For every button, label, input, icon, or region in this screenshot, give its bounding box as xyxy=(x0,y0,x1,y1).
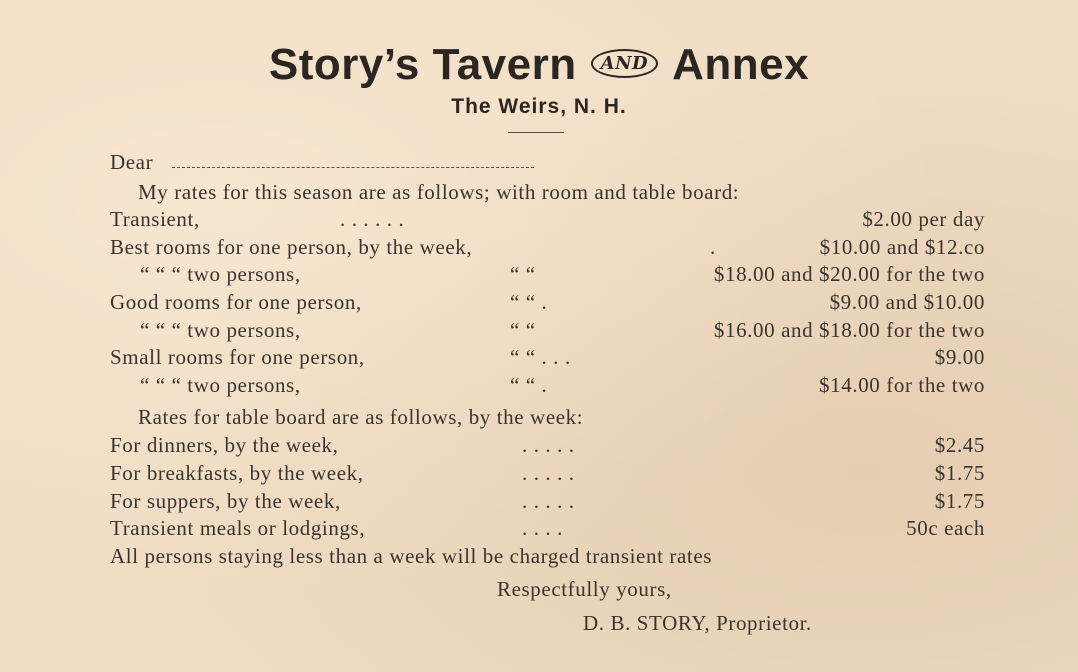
rate-leader: “ “ xyxy=(510,318,536,342)
title-right: Annex xyxy=(672,40,810,89)
rate-label: Small rooms for one person, xyxy=(110,345,365,369)
board-leader: . . . . . xyxy=(522,433,575,457)
board-price: 50c each xyxy=(906,516,985,540)
board-price: $1.75 xyxy=(934,489,985,513)
rate-label: “ “ “ two persons, xyxy=(140,318,301,342)
rate-label: Good rooms for one person, xyxy=(110,290,362,314)
rate-leader: . . . . . . xyxy=(340,207,405,231)
board-price: $1.75 xyxy=(934,461,985,485)
board-price: $2.45 xyxy=(934,433,985,457)
rates-intro: My rates for this season are as follows; with room and table board: xyxy=(138,180,740,204)
rate-leader: “ “ . . . xyxy=(510,345,571,369)
rate-price: $16.00 and $18.00 for the two xyxy=(713,318,985,342)
rate-price: $9.00 and $10.00 xyxy=(829,290,985,314)
salutation: Dear xyxy=(110,150,154,174)
title-rule xyxy=(508,132,564,133)
location-subtitle: The Weirs, N. H. xyxy=(451,95,627,118)
board-intro: Rates for table board are as follows, by the week: xyxy=(138,405,584,429)
board-label: For suppers, by the week, xyxy=(110,489,341,513)
board-leader: . . . . . xyxy=(522,489,575,513)
rate-price: $14.00 for the two xyxy=(819,373,985,397)
closing: Respectfully yours, xyxy=(497,577,672,601)
salutation-blank-line xyxy=(172,167,534,168)
rate-leader: “ “ . xyxy=(510,373,548,397)
signature: D. B. STORY, Proprietor. xyxy=(583,611,812,635)
rate-label: Transient, xyxy=(110,207,200,231)
board-label: Transient meals or lodgings, xyxy=(110,516,366,540)
rate-price: $18.00 and $20.00 for the two xyxy=(713,262,985,286)
rate-leader: . xyxy=(710,235,716,259)
rate-leader: “ “ . xyxy=(510,290,548,314)
transient-footnote: All persons staying less than a week will be charged transient rates xyxy=(110,544,713,568)
board-label: For breakfasts, by the week, xyxy=(110,461,364,485)
rate-label: “ “ “ two persons, xyxy=(140,373,301,397)
card-title xyxy=(0,40,1078,90)
rate-price: $2.00 per day xyxy=(862,207,985,231)
rate-price: $10.00 and $12.co xyxy=(819,235,985,259)
title-left: Story’s Tavern xyxy=(268,40,577,89)
and-seal: AND xyxy=(591,49,659,78)
rate-price: $9.00 xyxy=(934,345,985,369)
rate-leader: “ “ xyxy=(510,262,536,286)
rate-label: Best rooms for one person, by the week, xyxy=(110,235,473,259)
board-label: For dinners, by the week, xyxy=(110,433,339,457)
rate-label: “ “ “ two persons, xyxy=(140,262,301,286)
board-leader: . . . . . xyxy=(522,461,575,485)
board-leader: . . . . xyxy=(522,516,563,540)
